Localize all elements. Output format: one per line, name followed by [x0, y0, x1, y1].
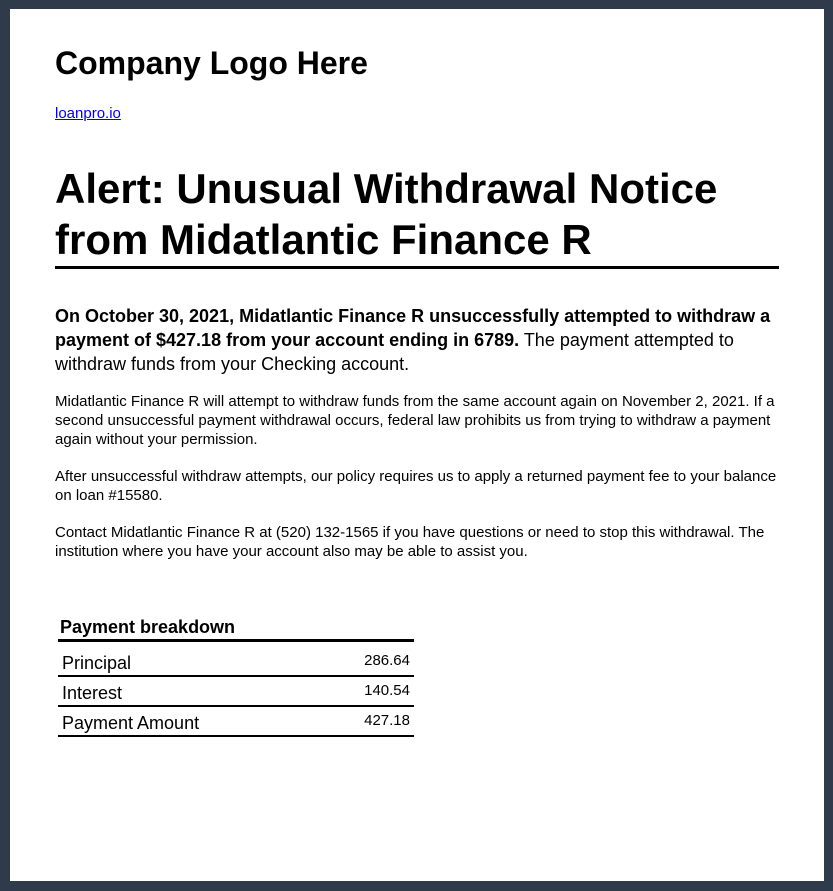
row-label-interest: Interest — [62, 683, 123, 703]
notice-lead-bold: On October 30, 2021, Midatlantic Finance R unsuccessfully attempted to withdraw a payment of $427.18 from your account ending in 6789. — [55, 306, 771, 350]
table-row — [58, 677, 414, 707]
row-label-principal: Principal — [62, 653, 132, 673]
table-row — [58, 647, 414, 677]
payment-breakdown-rows — [58, 647, 414, 737]
payment-breakdown-table — [58, 616, 414, 737]
notice-paragraph: Contact Midatlantic Finance R at (520) 132-1565 if you have questions or need to stop this withdrawal. The institution where you have your account also may be able to assist you. — [55, 524, 765, 560]
payment-breakdown-title: Payment breakdown — [58, 616, 414, 642]
notice-lead — [55, 304, 779, 376]
row-label-payment-amount: Payment Amount — [62, 713, 200, 733]
row-value-interest: 140.54 — [364, 682, 410, 699]
row-value-principal: 286.64 — [364, 652, 410, 669]
row-value-payment-amount: 427.18 — [364, 712, 410, 729]
company-logo: Company Logo Here — [55, 45, 368, 81]
notice-paragraph: Midatlantic Finance R will attempt to withdraw funds from the same account again on November 2, 2021. If a second unsuccessful payment withdrawal occurs, federal law prohibits us from trying to withdraw a payment again without your permission. — [55, 393, 775, 448]
table-row — [58, 707, 414, 737]
document-page — [10, 9, 824, 881]
notice-paragraph: After unsuccessful withdraw attempts, our policy requires us to apply a returned payment fee to your balance on loan #15580. — [55, 468, 777, 504]
site-link[interactable]: loanpro.io — [55, 105, 121, 122]
notice-title: Alert: Unusual Withdrawal Notice from Midatlantic Finance R — [55, 163, 779, 269]
notice-lead-rest: The payment attempted to withdraw funds from your Checking account. — [55, 330, 734, 374]
